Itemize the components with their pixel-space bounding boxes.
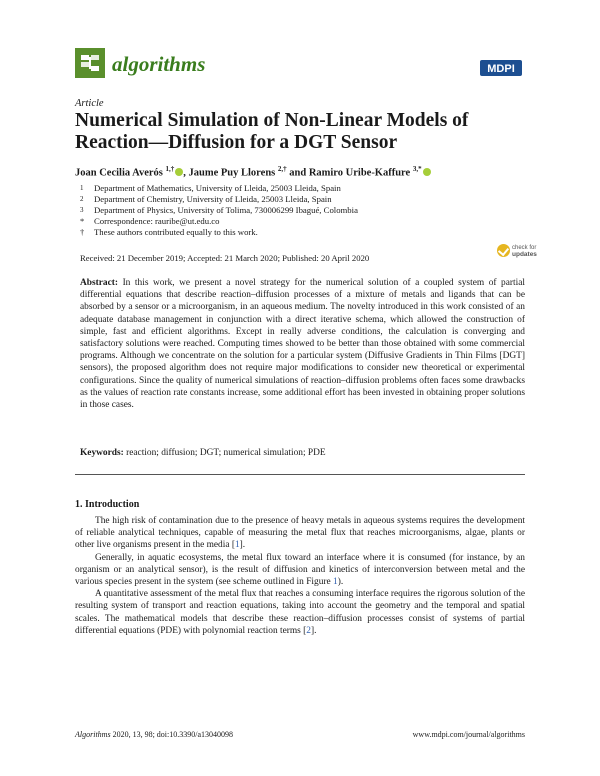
- abstract-label: Abstract:: [80, 278, 119, 288]
- orcid-icon[interactable]: [423, 168, 431, 176]
- keywords-label: Keywords:: [80, 448, 124, 458]
- journal-logo-icon: [75, 48, 105, 78]
- journal-name: algorithms: [112, 52, 206, 76]
- author-name: Ramiro Uribe-Kaffure: [308, 167, 411, 179]
- equal-contribution-row: † These authors contributed equally to this work.: [80, 227, 258, 237]
- section-divider: [75, 474, 525, 475]
- figure-link[interactable]: 1: [333, 577, 338, 588]
- paragraph: A quantitative assessment of the metal flux that reaches a consuming interface requires the rigorous solution of the resulting system of transport and reaction equations, taking into account the geometry and the temporal and spatial scales. The mathematical models that describe these reaction–diffusion processes consist of systems of partial differential equations (PDE) with polynomial reaction terms [2].: [75, 589, 525, 636]
- citation-link[interactable]: 2: [306, 625, 311, 636]
- section-heading: 1. Introduction: [75, 499, 140, 510]
- footer-doi: 2020, 13, 98; doi:10.3390/a13040098: [112, 730, 234, 739]
- paragraph: The high risk of contamination due to the presence of heavy metals in aqueous systems requires the development of reliable analytical techniques, capable of measuring the metal flux that reaches microorganisms, algae, plants or other live organisms present in the media [1].: [75, 516, 525, 551]
- author-marks: 3,*: [412, 165, 422, 173]
- article-type: Article: [75, 98, 104, 109]
- author-marks: 1,†: [165, 165, 175, 173]
- affiliation-row: 2 Department of Chemistry, University of Lleida, 25003 Lleida, Spain: [80, 194, 332, 204]
- keywords: [80, 447, 326, 459]
- abstract: [80, 277, 525, 411]
- check-for-updates-badge[interactable]: check for updates: [497, 244, 531, 274]
- footer-journal: Algorithms: [75, 730, 111, 739]
- publication-dates: Received: 21 December 2019; Accepted: 21 March 2020; Published: 20 April 2020: [80, 253, 370, 263]
- footer-citation: [75, 730, 233, 740]
- introduction-body: [75, 515, 525, 637]
- paper-title: Numerical Simulation of Non-Linear Models of Reaction—Diffusion for a DGT Sensor: [75, 110, 469, 153]
- affiliation-row: 1 Department of Mathematics, University of Lleida, 25003 Lleida, Spain: [80, 183, 341, 193]
- publisher-logo: [480, 60, 522, 76]
- paragraph: Generally, in aquatic ecosystems, the metal flux toward an interface where it is consumed (for instance, by an organism or an analytical sensor), is the result of diffusion and kinetics of interconversion between metal and the various species present in the system (see scheme outlined in Figure 1).: [75, 552, 525, 588]
- publisher-name: MDPI: [487, 63, 515, 75]
- correspondence-row: * Correspondence: rauribe@ut.edu.co: [80, 216, 220, 226]
- citation-link[interactable]: 1: [234, 540, 240, 551]
- keywords-text: reaction; diffusion; DGT; numerical simulation; PDE: [126, 448, 326, 458]
- author-name: Jaume Puy Llorens: [188, 167, 276, 179]
- affiliation-row: 3 Department of Physics, University of Tolima, 730006299 Ibagué, Colombia: [80, 205, 358, 215]
- footer-url[interactable]: www.mdpi.com/journal/algorithms: [412, 730, 525, 739]
- author-name: Joan Cecilia Averós: [75, 167, 163, 179]
- abstract-text: In this work, we present a novel strategy for the numerical solution of a coupled system of partial differential equations that describe reaction–diffusion processes of a mixture of metals and ligands that can be absorbed by a sensor or a microorganism, in an aqueous medium. The novelty introduced in this work consisted of an adequate database management in conjunction with a direct iterative schema, which allowed the construction of simple, fast and efficient algorithms. Except in really adverse conditions, the calculation is converging and satisfactory solutions were reached. Computing times showed to be better than those obtained with some commercial programs. Although we concentrate on the solution for a particular system (Diffusive Gradients in Thin Films [DGT] sensors), the proposed algorithm does not require major modifications to consider new theoretical or experimental configurations. Since the quality of numerical simulations of reaction–diffusion problems often faces some drawbacks as the values of reaction rate constants increase, some additional effort has been invested in obtaining proper solutions in those cases.: [80, 278, 525, 411]
- check-icon: [497, 244, 510, 257]
- author-marks: 2,†: [277, 165, 287, 173]
- affiliations: [80, 183, 440, 238]
- author-list: Joan Cecilia Averós $^{1,\dagger}$ , Jaume Puy Llorens $^{2,\dagger}$ and Ramiro Uribe-Kaffure $^{3,*}$: [75, 163, 431, 180]
